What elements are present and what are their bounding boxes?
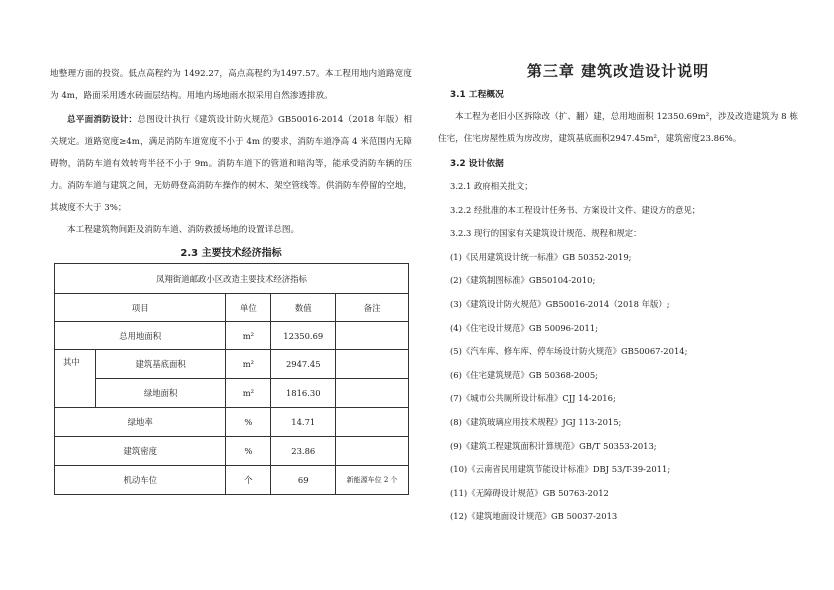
header-value: 数值 (271, 294, 336, 322)
list-item: (7)《城市公共厕所设计标准》CJJ 14-2016; (450, 393, 616, 404)
fire-design-text: 总图设计执行《建筑设计防火规范》GB50016-2014（2018 年版）相关规定。道路宽度≥4m，满足消防车道宽度不小于 4m 的要求，消防车道净高 4 米范围内无障碍物，消防车道有效转弯半径不小于 9m。消防车道下的管道和暗沟等，能承受消防车辆的压力。消防车道与建筑之间，无妨碍登高消防车操作的树木、架空管线等。供消防车停留的空地，其坡度不大于 3%； (50, 115, 412, 213)
paragraph-fire-design (50, 109, 412, 219)
table-caption-row (55, 264, 409, 294)
cell-unit: m² (226, 379, 271, 408)
standards-list (438, 246, 798, 529)
group-label: 其中 (55, 350, 96, 408)
list-item: (4)《住宅设计规范》GB 50096-2011; (450, 322, 598, 333)
left-page (50, 0, 412, 263)
table-row (55, 350, 409, 379)
header-note: 备注 (336, 294, 409, 322)
header-unit: 单位 (226, 294, 271, 322)
paragraph-building-spacing: 本工程建筑物间距及消防车道、消防救援场地的设置详总图。 (67, 225, 300, 235)
cell-unit: % (226, 408, 271, 437)
cell-note (336, 408, 409, 437)
cell-value: 69 (271, 466, 336, 495)
paragraph-site-leveling: 地整理方面的投资。低点高程约为 1492.27，高点高程约为1497.57。本工程用地内道路宽度为 4m，路面采用透水砖面层结构。用地内场地雨水拟采用自然渗透排放。 (50, 69, 412, 101)
right-page (438, 0, 798, 529)
cell-note: 新能源车位 2 个 (336, 466, 409, 495)
cell-unit: 个 (226, 466, 271, 495)
list-item: (6)《住宅建筑规范》GB 50368-2005; (450, 369, 598, 380)
cell-value: 2947.45 (271, 350, 336, 379)
list-item: (2)《建筑制图标准》GB50104-2010; (450, 275, 596, 286)
list-item: (1)《民用建筑设计统一标准》GB 50352-2019; (450, 251, 632, 262)
table-caption: 凤翔街道邮政小区改造主要技术经济指标 (55, 264, 409, 294)
section-title-project-overview: 3.1 工程概况 (450, 90, 504, 100)
table-row (55, 437, 409, 466)
cell-item: 机动车位 (55, 466, 226, 495)
cell-value: 14.71 (271, 408, 336, 437)
cell-item: 建筑基底面积 (95, 350, 226, 379)
section-title-economic-indicators: 2.3 主要技术经济指标 (180, 248, 282, 259)
table-row (55, 379, 409, 408)
cell-note (336, 350, 409, 379)
cell-item: 总用地面积 (55, 322, 226, 350)
list-item: (8)《建筑玻璃应用技术规程》JGJ 113-2015; (450, 416, 622, 427)
cell-unit: m² (226, 350, 271, 379)
header-item: 项目 (55, 294, 226, 322)
list-item-regulations: 3.2.3 现行的国家有关建筑设计规范、规程和规定： (450, 228, 642, 239)
cell-value: 1816.30 (271, 379, 336, 408)
table-header-row (55, 294, 409, 322)
list-item: (11)《无障碍设计规范》GB 50763-2012 (450, 487, 609, 498)
list-item: (9)《建筑工程建筑面积计算规范》GB/T 50353-2013; (450, 440, 657, 451)
cell-value: 12350.69 (271, 322, 336, 350)
cell-unit: m² (226, 322, 271, 350)
cell-item: 建筑密度 (55, 437, 226, 466)
list-item: (5)《汽车库、修车库、停车场设计防火规范》GB50067-2014; (450, 346, 688, 357)
list-item-approvals: 3.2.1 政府相关批文； (450, 181, 533, 191)
cell-note (336, 437, 409, 466)
cell-item: 绿地率 (55, 408, 226, 437)
paragraph-project-overview: 本工程为老旧小区拆除改（扩、翻）建，总用地面积 12350.69m²，涉及改造建筑为 8 栋住宅，住宅房屋性质为房改房，建筑基底面积2947.45m²，建筑密度23.86%。 (438, 112, 798, 144)
cell-unit: % (226, 437, 271, 466)
section-title-design-basis: 3.2 设计依据 (450, 159, 504, 169)
cell-item: 绿地面积 (95, 379, 226, 408)
fire-design-label: 总平面消防设计： (67, 115, 138, 125)
list-item-task-book: 3.2.2 经批准的本工程设计任务书、方案设计文件、建设方的意见； (450, 204, 701, 215)
table-row (55, 466, 409, 495)
table-row (55, 408, 409, 437)
list-item: (12)《建筑地面设计规范》GB 50037-2013 (450, 511, 618, 522)
cell-value: 23.86 (271, 437, 336, 466)
table-row (55, 322, 409, 350)
economic-indicators-table (54, 263, 409, 495)
cell-note (336, 322, 409, 350)
chapter-title: 第三章 建筑改造设计说明 (526, 62, 710, 80)
list-item: (10)《云南省民用建筑节能设计标准》DBJ 53/T-39-2011; (450, 464, 671, 475)
cell-note (336, 379, 409, 408)
list-item: (3)《建筑设计防火规范》GB50016-2014（2018 年版）; (450, 298, 670, 309)
